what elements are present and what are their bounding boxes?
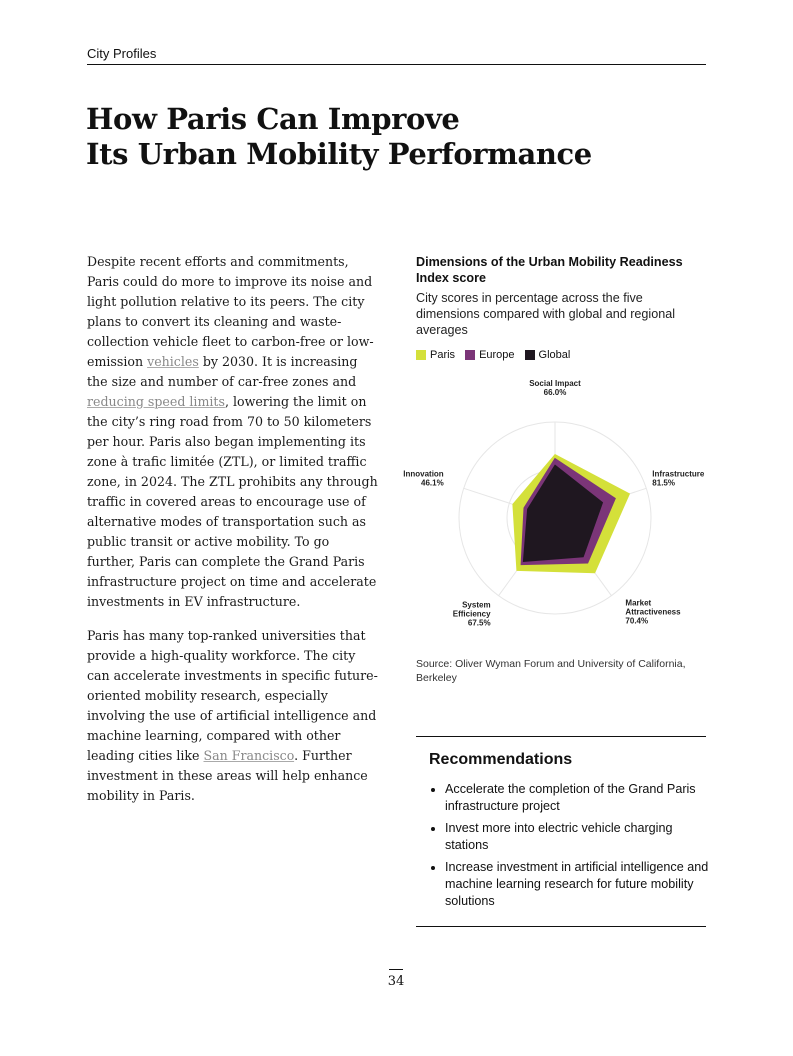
legend-swatch-global [525,350,535,360]
section-label: City Profiles [87,46,157,61]
recommendations-title: Recommendations [429,751,573,768]
title-line-1: How Paris Can Improve [86,102,460,136]
paragraph-2 [87,626,379,806]
axis-name-label: Infrastructure [652,469,705,479]
header-divider [87,64,706,65]
axis-name-label: Social Impact [529,379,581,388]
axis-value-label: 81.5% [652,478,675,488]
p1-text-b: by 2030. It is increasing the size and number of car-free zones and [87,354,358,389]
recommendations-box [416,736,709,927]
p1-text-a: Despite recent efforts and commitments, Paris could do more to improve its noise and light pollution relative to its peers. The city plans to convert its cleaning and waste-collection vehicle fleet to carbon-free or low-emission [87,254,374,369]
legend-item-paris [416,349,455,361]
legend-swatch-europe [465,350,475,360]
vehicles-link[interactable]: vehicles [147,354,199,369]
page-title [86,102,706,172]
page-number: 34 [387,974,405,989]
axis-name-label: System [462,600,491,610]
radar-chart [403,379,710,630]
chart-subtitle: City scores in percentage across the five dimensions compared with global and regional averages [416,291,676,337]
legend-swatch-paris [416,350,426,360]
axis-label-infrastructure [652,469,705,487]
chart-source: Source: Oliver Wyman Forum and University of California, Berkeley [416,658,686,684]
paragraph-1 [87,252,379,612]
p2-text-a: Paris has many top-ranked universities that provide a high-quality workforce. The city can accelerate investments in specific future-oriented mobility research, especially involving the use of artificial intelligence and machine learning, compared with other leading cities like [87,628,378,763]
chart-legend [416,349,570,361]
axis-name-label: Market [625,598,652,608]
axis-label-system-efficiency [453,601,491,628]
reducing-speed-limits-link[interactable]: reducing speed limits [87,394,225,409]
recommendation-item: • Increase investment in artificial intelligence and machine learning research for future mobility solutions [445,859,713,910]
axis-name-label: Efficiency [452,609,491,619]
san-francisco-link[interactable]: San Francisco [203,748,295,763]
legend-label-paris: Paris [430,349,456,361]
axis-name-label: Innovation [403,469,444,479]
body-text [87,252,379,820]
chart-title: Dimensions of the Urban Mobility Readiness Index score [416,255,683,285]
p1-text-c: , lowering the limit on the city’s ring road from 70 to 50 kilometers per hour. Paris also began implementing its zone à trafic limitée (ZTL), or limited traffic zone, in 2024. The ZTL prohibits any through traffic in covered areas to encourage use of alternative modes of transportation such as public transit or active mobility. To go further, Paris can complete the Grand Paris infrastructure project on time and accelerate investments in EV infrastructure. [87,394,378,609]
recommendations-list [429,781,713,915]
recommendation-item: • Invest more into electric vehicle charging stations [445,820,713,854]
recommendation-item: • Accelerate the completion of the Grand Paris infrastructure project [445,781,713,815]
legend-item-global [525,349,571,361]
axis-label-social-impact [529,379,581,397]
legend-item-europe [465,349,514,361]
axis-value-label: 70.4% [625,616,649,626]
footer-divider [389,969,403,970]
axis-value-label: 67.5% [467,618,491,628]
legend-label-europe: Europe [479,349,515,361]
axis-name-label: Attractiveness [625,607,681,617]
axis-label-market-attractiveness [625,599,681,626]
axis-label-innovation [403,469,444,487]
p2-text-b: . Further investment in these areas will help enhance mobility in Paris. [87,748,368,803]
axis-value-label: 66.0% [543,388,567,397]
legend-label-global: Global [538,349,571,361]
axis-value-label: 46.1% [421,478,444,488]
title-line-2: Its Urban Mobility Performance [86,137,592,171]
